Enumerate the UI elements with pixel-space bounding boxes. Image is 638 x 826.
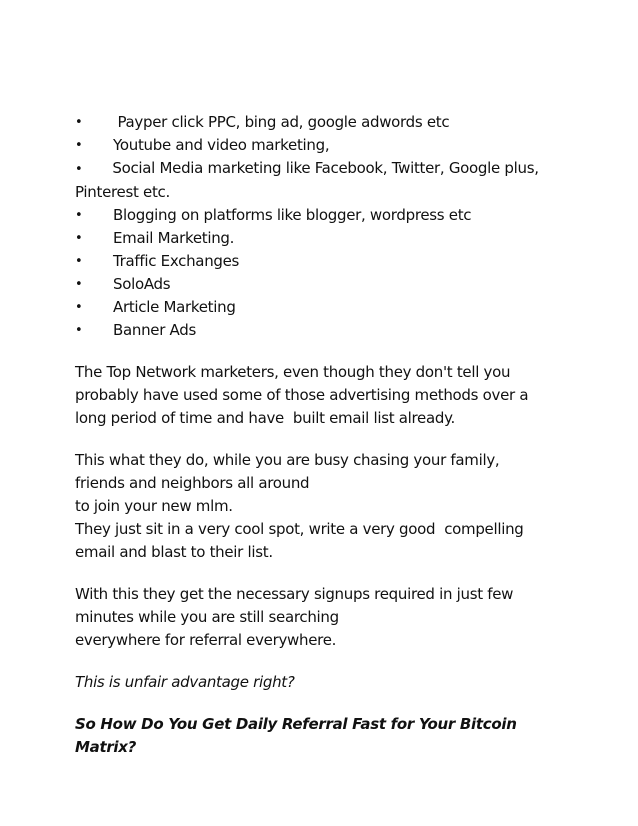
list-item: • Social Media marketing like Facebook, Twitter, Google plus, Pinterest etc. bbox=[75, 159, 539, 201]
bullet-icon: • bbox=[75, 208, 83, 223]
heading-daily-referral: So How Do You Get Daily Referral Fast for Your Bitcoin Matrix? bbox=[75, 715, 517, 756]
list-item: • Blogging on platforms like blogger, wordpress etc bbox=[75, 204, 575, 227]
list-item: • Traffic Exchanges bbox=[75, 250, 575, 273]
bullet-icon: • bbox=[75, 277, 83, 292]
question-unfair-advantage: This is unfair advantage right? bbox=[75, 673, 295, 691]
list-item: • Banner Ads bbox=[75, 319, 575, 342]
paragraph-top-marketers: The Top Network marketers, even though they don't tell you probably have used some of those advertising methods over a long period of time and have built email list already. bbox=[75, 363, 529, 427]
list-item: • Email Marketing. bbox=[75, 227, 575, 250]
list-item: • Youtube and video marketing, bbox=[75, 134, 575, 157]
bullet-icon: • bbox=[75, 300, 83, 315]
bullet-icon: • bbox=[75, 254, 83, 269]
list-item: • Article Marketing bbox=[75, 296, 575, 319]
bullet-icon: • bbox=[75, 323, 83, 338]
bullet-icon: • bbox=[75, 138, 83, 153]
bullet-icon: • bbox=[75, 115, 83, 130]
paragraph-what-they-do: This what they do, while you are busy chasing your family, friends and neighbors all around to join your new mlm. They just sit in a very cool spot, write a very good compelling email and blast to their list. bbox=[75, 451, 524, 561]
bullet-icon: • bbox=[75, 231, 83, 246]
advertising-methods-list bbox=[75, 111, 575, 342]
paragraph-signups: With this they get the necessary signups required in just few minutes while you are still searching everywhere for referral everywhere. bbox=[75, 585, 514, 649]
list-item: • SoloAds bbox=[75, 273, 575, 296]
document-content bbox=[75, 111, 575, 778]
bullet-icon: • bbox=[75, 162, 83, 177]
list-item: • Payper click PPC, bing ad, google adwords etc bbox=[75, 111, 575, 134]
